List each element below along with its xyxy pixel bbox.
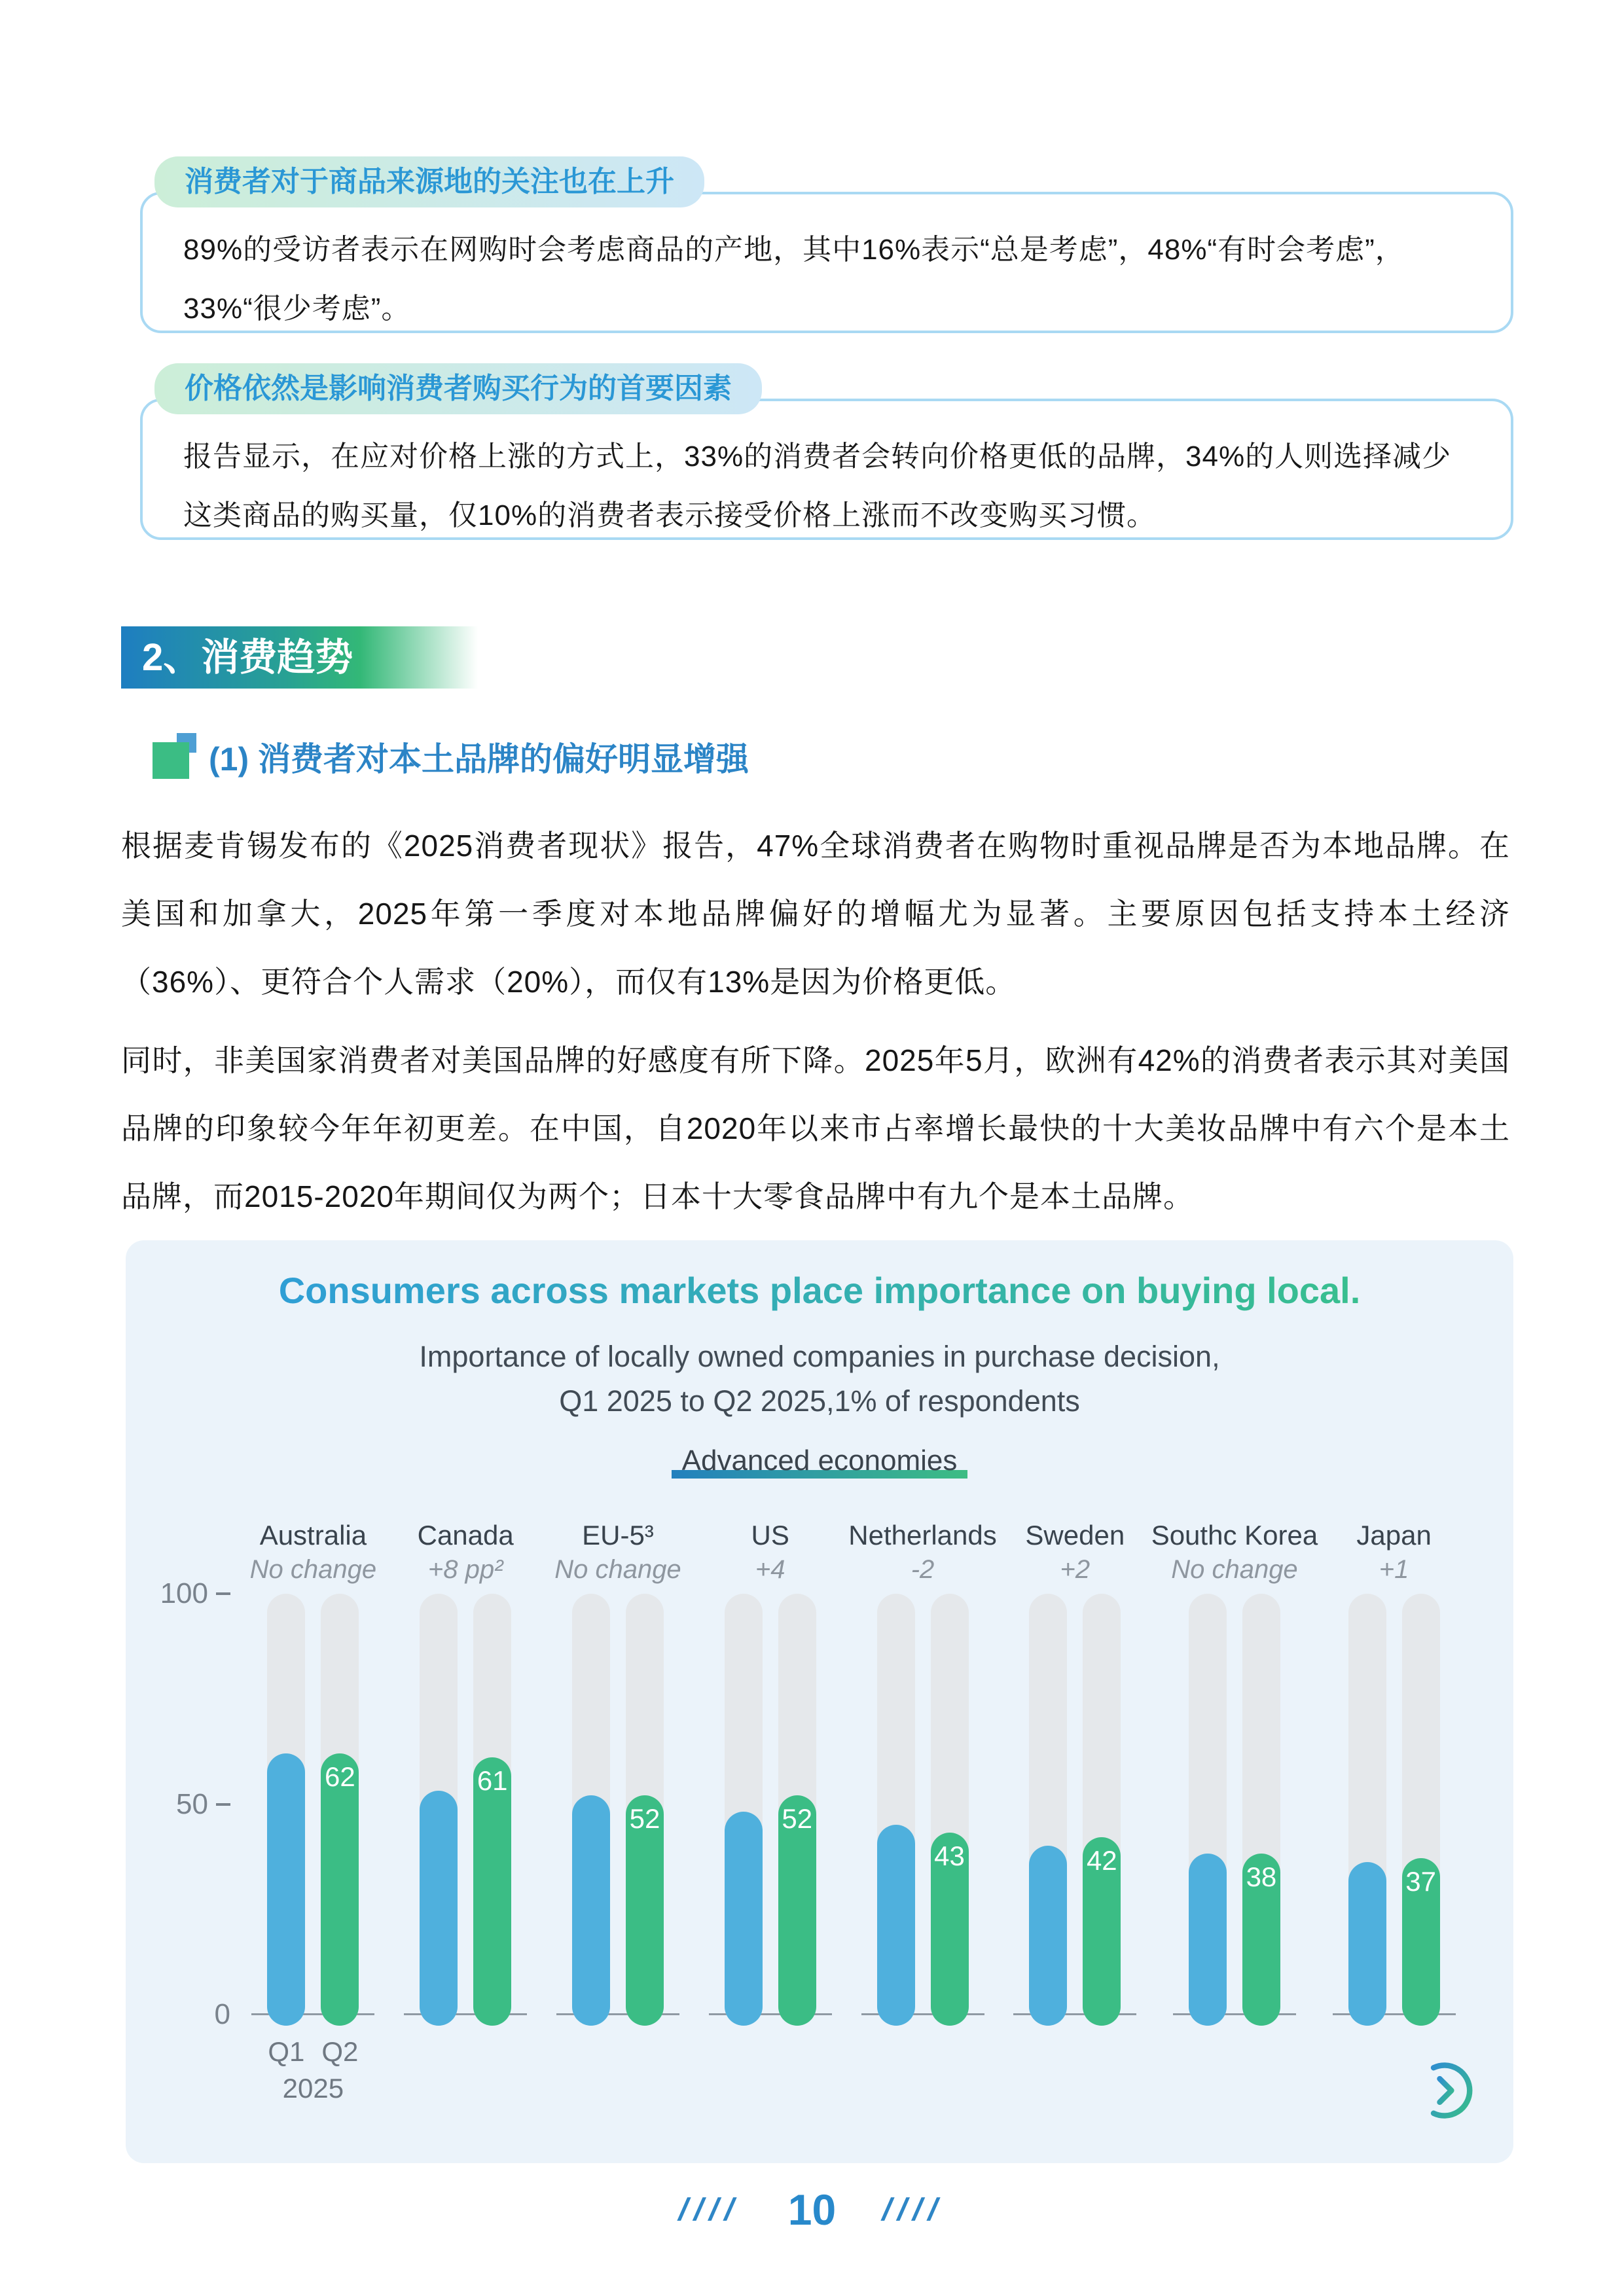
callout-tag: 消费者对于商品来源地的关注也在上升 [154, 156, 704, 207]
slash-decoration-left: //// [675, 2192, 746, 2227]
bar-column-us [694, 1518, 846, 2108]
bar-column-eu5 [542, 1518, 695, 2108]
q2-bar [1402, 1858, 1440, 2026]
country-label: Southc Korea [1151, 1520, 1318, 1551]
y-tick-label: 0 [214, 1998, 230, 2030]
page-number: 10 [787, 2185, 837, 2234]
bar-value-label: 43 [934, 1840, 965, 1871]
country-label: Australia [259, 1520, 367, 1551]
q2-bar [778, 1795, 816, 2026]
green-square-icon [153, 742, 189, 779]
callout-body: 报告显示，在应对价格上涨的方式上，33%的消费者会转向价格更低的品牌，34%的人则选择减少这类商品的购买量，仅10%的消费者表示接受价格上涨而不改变购买习惯。 [183, 440, 1452, 531]
bar-column-japan [1318, 1518, 1470, 2108]
subsection-title: (1) 消费者对本土品牌的偏好明显增强 [209, 741, 749, 778]
bar-value-label: 37 [1405, 1866, 1436, 1897]
callout-tag: 价格依然是影响消费者购买行为的首要因素 [154, 363, 762, 414]
bar-value-label: 42 [1086, 1845, 1117, 1876]
q1-bar [877, 1825, 915, 2026]
bar-track [931, 1594, 969, 2026]
change-label: No change [249, 1555, 377, 1584]
bar-track [1029, 1594, 1067, 2026]
country-label: Sweden [1025, 1520, 1125, 1551]
q1-bar [1189, 1854, 1227, 2026]
paragraph: 根据麦肯锡发布的《2025消费者现状》报告，47%全球消费者在购物时重视品牌是否为本地品牌。在美国和加拿大，2025年第一季度对本地品牌偏好的增幅尤为显著。主要原因包括支持本土经济（36%）、更符合个人需求（20%），而仅有13%是因为价格更低。 [121, 829, 1510, 999]
country-label: Japan [1356, 1520, 1432, 1551]
bar-track [1348, 1594, 1386, 2026]
chart-card [126, 1240, 1513, 2163]
group-label-text: Advanced economies [681, 1444, 958, 1477]
bar-column-netherlands [846, 1518, 999, 2108]
bar-value-label: 62 [325, 1761, 355, 1792]
section-header: 2、消费趋势 [121, 626, 489, 689]
chart-subtitle-line1: Importance of locally owned companies in purchase decision, [419, 1340, 1220, 1373]
country-label: Netherlands [848, 1520, 997, 1551]
bar-track [1083, 1594, 1121, 2026]
bar-column-south-korea [1151, 1518, 1318, 2108]
q1-bar [572, 1795, 610, 2026]
q1-bar [1348, 1862, 1386, 2026]
q2-bar [626, 1795, 664, 2026]
q1-bar [725, 1812, 763, 2026]
page-footer [0, 2185, 1624, 2234]
bar-track [1402, 1594, 1440, 2026]
bar-track [473, 1594, 511, 2026]
bar-column-australia [237, 1518, 389, 2108]
bar-column-sweden [999, 1518, 1151, 2108]
change-label: +8 pp² [427, 1555, 503, 1584]
bar-track [778, 1594, 816, 2026]
y-tick-0 [145, 1999, 230, 2030]
y-tick-label: 100 [160, 1577, 208, 1609]
bar-track [725, 1594, 763, 2026]
slash-decoration-right: //// [878, 2192, 949, 2227]
y-tick-50 [145, 1789, 230, 1820]
bar-value-label: 52 [629, 1803, 660, 1834]
bar-value-label: 52 [782, 1803, 813, 1834]
chart-subtitle-line2: Q1 2025 to Q2 2025,1% of respondents [559, 1384, 1080, 1418]
q2-bar [931, 1833, 969, 2026]
q2-bar [473, 1757, 511, 2026]
q1-bar [267, 1753, 305, 2026]
bar-track [267, 1594, 305, 2026]
tick-dash [216, 1803, 230, 1806]
bar-track [420, 1594, 458, 2026]
paragraph: 同时，非美国家消费者对美国品牌的好感度有所下降。2025年5月，欧洲有42%的消费者表示其对美国品牌的印象较今年年初更差。在中国，自2020年以来市占率增长最快的十大美妆品牌中有六个是本土品牌，而2015-2020年期间仅为两个；日本十大零食品牌中有九个是本土品牌。 [121, 1043, 1510, 1213]
q2-bar [1242, 1854, 1280, 2026]
bar-track [321, 1594, 359, 2026]
q1-bar [1029, 1846, 1067, 2026]
change-label: +1 [1379, 1555, 1409, 1584]
country-label: US [751, 1520, 789, 1551]
bar-track [626, 1594, 664, 2026]
y-tick-label: 50 [176, 1788, 208, 1820]
tick-dash [216, 1592, 230, 1595]
bar-track [877, 1594, 915, 2026]
x-sub-label-q2: Q2 [321, 2036, 359, 2067]
q1-bar [420, 1791, 458, 2026]
change-label: -2 [911, 1555, 935, 1584]
country-label: EU-5³ [582, 1520, 654, 1551]
bar-track [1242, 1594, 1280, 2026]
bar-track [1189, 1594, 1227, 2026]
x-sub-label-q1: Q1 [268, 2036, 305, 2067]
bar-column-canada [389, 1518, 542, 2108]
chart-title: Consumers across markets place importance on buying local. [126, 1269, 1513, 1312]
bar-track [572, 1594, 610, 2026]
change-label: No change [554, 1555, 681, 1584]
callout-body: 89%的受访者表示在网购时会考虑商品的产地，其中16%表示“总是考虑”，48%“有时会考虑”，33%“很少考虑”。 [183, 234, 1405, 325]
q2-bar [321, 1753, 359, 2026]
group-label [682, 1444, 958, 1477]
callout-price-factor [140, 372, 1513, 540]
x-year-label: 2025 [282, 2073, 344, 2104]
enter-arrow-icon [1414, 2060, 1475, 2121]
country-label: Canada [417, 1520, 514, 1551]
bar-value-label: 61 [477, 1765, 508, 1796]
change-label: No change [1171, 1555, 1298, 1584]
change-label: +2 [1060, 1555, 1091, 1584]
change-label: +4 [755, 1555, 785, 1584]
bar-value-label: 38 [1246, 1861, 1277, 1892]
q2-bar [1083, 1837, 1121, 2026]
callout-origin-attention [140, 166, 1513, 333]
y-tick-100 [145, 1578, 230, 1609]
bar-columns [237, 1518, 1470, 2108]
